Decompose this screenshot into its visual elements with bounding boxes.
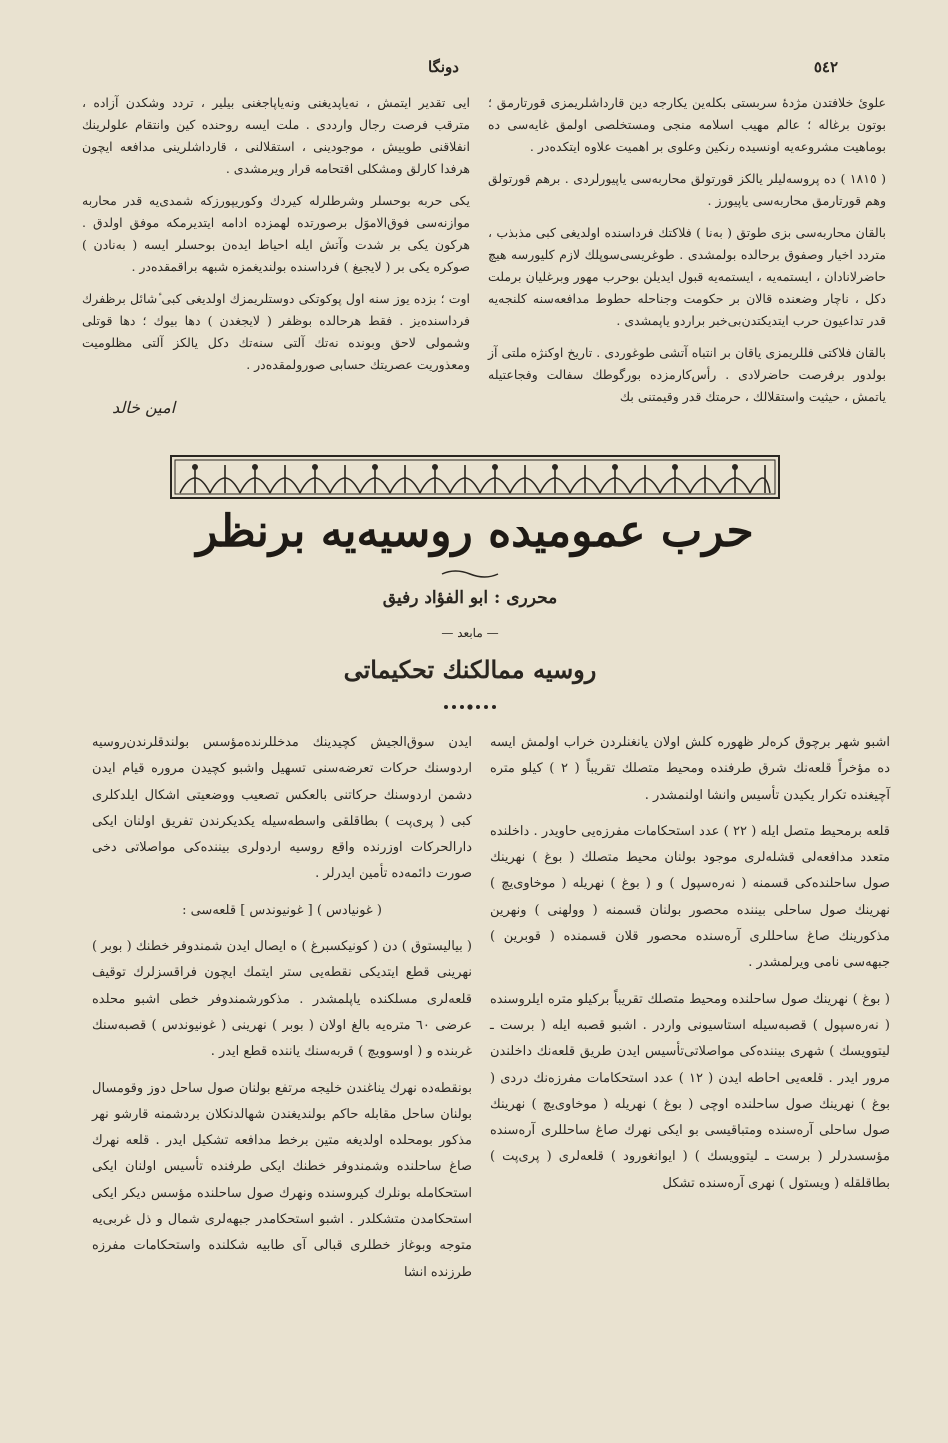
paragraph: ( بیالیستوق ) دن ( كونیكسبرغ ) ه ایصال ایدن شمندوفر خطنك ( بوبر ) نهرینی قطع ایتدیكی نقطه‌یی ستر ایتمك ایچون فراقسزلرك توقیف قلعه‌لری مسلكنده یاپلمشدر . مذكورشمندوفر خطی اشبو محلده عرضی ٦٠ متره‌یه بالغ اولان ( بوبر ) نهرینی ( غونیوندس ) قصبه‌سنك غربنده و ( اوسوویچ ) قربه‌سنك یاننده قطع ایدر . <box>92 939 472 1060</box>
paragraph: ( ١٨١٥ ) ده پروسه‌لیلر یالكز قورتولق محاربه‌سی یاپیورلردی . برهم قورتولق وهم قورتارمق محاربه‌سی یاپیورز . <box>488 171 886 208</box>
paragraph: قلعه برمحیط متصل ایله ( ٢٢ ) عدد استحكامات مفرزه‌یی حاویدر . داخلنده متعدد مدافعه‌لی قشله‌لری موجود بولنان محیط متصلك ( بوغ ) نهرینك صول ساحلنده‌كی قسمنه ( نه‌رەسپول ) و ( بوغ ) نهریله ( موخاوی‌یچ ) نهرینك صول ساحلی بیننده محصور بولنان قسمنه ( وولهنی ) ونهرین مذكورینك صاغ ساحللری آره‌سنده محصور قلان قسمنده ( قوبرین ) جبهه‌سی نامی ویرلمشدر . <box>490 823 890 971</box>
author-signature: امین خالد <box>112 398 176 417</box>
author-line: محرری : ابو الفؤاد رفیق <box>382 588 558 608</box>
paragraph: یكی حربه بوحسلر وشرطلرله كیردك وكوریپورزكه شمدی‌یه قدر محاربه موازنه‌سی فوق‌الاموَل برصورتده لهمزده ادامه ایتدیرمكه موفق اولدق . هركون یكی بر شدت وآتش ایله احیاط ایدەن بوحسلر ایسه ( بەنادن ) صوكره یكی بر ( لایجیغ ) فرداسنده بولندیغمزه شبهه براقمقده‌در . <box>82 193 470 274</box>
paragraph: اوت ؛ بزده یوز سنه اول پوكوتكی دوستلریمزك اولدیغی كبی ٔشائل برظفرك فرداسنده‌یز . فقط هرحالده بوظفر ( لایجغدن ) دها بیوك ؛ دها قوتلی وشمولی لاحق وبونده نه‌تك آلتی سنه‌تك دكل یالكز آلتی مظلومیت ومعذوریت عصریتك حسابی صورولمقده‌در . <box>82 291 470 372</box>
paragraph: بونقطه‌ده نهرك یناغندن خلیجه مرتفع بولنان صول ساحل دوز وقومسال بولنان ساحل مقابله حاكم بولندیغندن شهالدنكلان بردشمنه قارشو نهر مذكور بومحلده اولدیغه متین برخط مدافعه تشكیل ایدر . قلعه نهرك صاغ ساحلنده وشمندوفر خطنك ایكی طرفنده تأسیس اولنان ایكی استحكامله بونلرك كیروسنده ونهرك صول ساحلنده مؤسس دیكر ایكی استحكامدن متشكلدر . اشبو استحكامدر جبهه‌لری شمال و ذل غربی‌یه متوجه وبوغاز خطلری قبالی آی طابیه شكلنده واستحكامات مفرزه طرزنده انشا <box>92 1080 472 1280</box>
paragraph: بالقان فلاكتی فللریمزی یاقان بر انتباه آتشی طوغوردی . تاریخ اوكنژه ملتی آز بولدور برفرصت حاضرلادی . رأس‌كارمزده بورگوطك سفالت وفجاعتیله یاتمش ، حیثیت واستقلالك ، حرمتك قدر وقیمتنی بك <box>488 345 886 404</box>
bottom-left-column <box>92 730 472 1296</box>
paragraph: اشبو شهر برچوق كره‌لر ظهوره كلش اولان یانغنلردن خراب اولمش ایسه ده مؤخراً قلعه‌نك شرق طرفنده ومحیط متصلك تقریباً ( ٢ ) كیلو متره آچیغنده تكرار یكیدن تأسیس وانشا اولنمشدر . <box>490 735 890 803</box>
running-title: دونگا <box>428 58 459 76</box>
paragraph: ( بوغ ) نهرینك صول ساحلنده ومحیط متصلك تقریباً برکیلو متره ایلروسنده ( نه‌رەسپول ) قصبه‌سیله استاسیونی واردر . اشبو قصبه ایله ( برست ـ لیتوویسك ) شهری بیننده‌كی مواصلاتی‌تأسیس ایدن طریق قلعه‌نك داخلندن مرور ایدر . قلعه‌یی احاطه ایدن ( ١٢ ) عدد استحكامات مفرزه‌نك دردی ( بوغ ) نهرینك صول ساحلنده اوچی ( بوغ ) نهریله ( موخاوی‌یچ ) نهرینك صول ساحلی آره‌سنده ومتباقیسی بو ایكی نهرك صاغ ساحللری آره‌سنده مؤسسدرلر ( برست ـ لیتوویسك ) ( ایوانغورود ) قلعه‌لری ( پری‌پت ) بطاقلقله ( ویستول ) نهری آره‌سنده تشكل <box>490 991 890 1191</box>
page-number: ٥٤٢ <box>813 58 838 76</box>
paragraph: ایی تقدیر ایتمش ، نەیاپدیغنی ونەیاپاجغنی بیلیر ، تردد وشكدن آزاده ، مترقب فرصت رجال وارددی . ملت ایسه روحنده كین وانتقام علولرینك انفلاقنی طوییش ، موجودینی ، استقلالنی ، قارداشلرینی مدافعه ایچون هرفدا كارلق ومشكلی اقتحامه قرار ویرمشدی . <box>82 95 470 176</box>
paragraph: علوى‌ٔ خلافتدن مژدهٔ سربستی بكلەین یكارجه دین قارداشلریمزی قورتارمق ؛ بوتون برغاله ؛ عالم مهیب اسلامه منجی ومستخلصی اولمق غایه‌سی ده بوماهیت مشروعه‌یه اونسیده رنكین وعلوی بر اهمیت علاوه ایتكده‌در . <box>488 95 886 154</box>
continued-label: — مابعد — <box>441 626 499 640</box>
floral-ornament-band <box>170 455 780 499</box>
title-swash <box>440 568 500 580</box>
top-left-column <box>82 92 470 386</box>
section-subtitle: روسیه ممالكنك تحكیماتی <box>343 655 597 684</box>
article-title: حرب عمومیده روسیه‌یه برنظر <box>196 506 754 557</box>
top-right-column <box>488 92 886 418</box>
section-heading: ( غونیادس ) [ غونیوندس ] قلعه‌سی : <box>182 902 382 918</box>
dot-divider <box>440 702 500 712</box>
bottom-right-column <box>490 730 890 1207</box>
paragraph: بالقان محاربه‌سی بزی طوتق ( بەنا ) فلاكتك فرداسنده اولدیغی كبی مذبذب ، متردد اخیار وصفوق برحالده بولمشدی . طوغریسی‌سوپلك لازم كلیورسه هیچ حاضرلانادان ، ایستمه‌یه ، ایستمه‌یه قبول ایدیلن بوحرب مهور وبرغلیان برملت دكل ، ناچار وضعنده قالان بر حكومت وجناحله حطوط مدافعه‌سنه كلنجه‌یه قدر تداعیون حرب ایتدیكتدن‌بی‌خبر براردو یاپمشدی . <box>488 225 886 328</box>
paragraph: ایدن سوق‌الجیش كچیدینك مدخللرنده‌مؤسس بولندقلرندن‌روسیه اردوسنك حركات تعرضه‌سنی تسهیل واشبو كچیدن مروره قیام ایدن دشمن اردوسنك حركاتنی بالعكس تصعیب ووضعیتی اشكال ایلدكلری كبی ( پری‌پت ) بطاقلقی واسطه‌سیله یكدیكرندن تفریق اولنان ایكی دارالحركات اوزرنده واقع روسیه اردولری بیننده‌كی مواصلاتی دخی صورت دائمه‌ده تأمین ایدرلر . <box>92 735 472 882</box>
